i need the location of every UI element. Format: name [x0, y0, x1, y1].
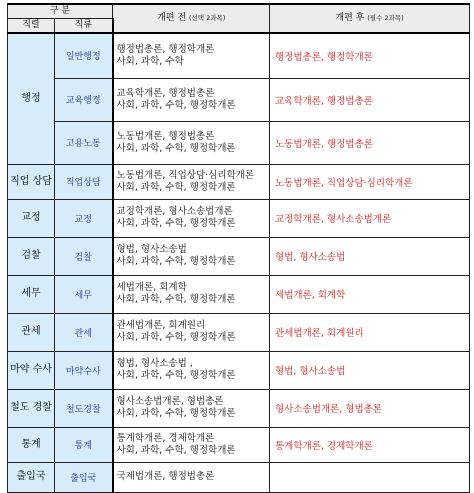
before-subject-line: 통계학개론, 경제학개론 — [116, 432, 215, 444]
kind-cell: 직업상담 — [55, 164, 113, 199]
kind-cell: 통계 — [55, 427, 113, 462]
before-subject-line: 사회, 과학, 수학, 행정학개론 — [116, 256, 236, 267]
exam-subject-table — [7, 3, 470, 493]
kind-cell: 고용노동 — [55, 121, 113, 164]
series-cell: 관세 — [8, 313, 55, 351]
series-cell: 마약 수사 — [8, 351, 55, 389]
before-subjects-cell — [113, 275, 270, 313]
before-subject-line: 관세법개론, 회계원리 — [116, 320, 206, 331]
after-subjects-cell: 교육학개론, 행정법총론 — [270, 78, 470, 121]
kind-cell: 관세 — [55, 313, 113, 351]
kind-cell: 교육행정 — [55, 78, 113, 121]
before-subject-line: 사회, 과학, 수학, 행정학개론 — [116, 181, 236, 193]
table-row — [8, 237, 470, 275]
table-row — [8, 199, 470, 237]
after-subjects-cell: 통계학개론, 경제학개론 — [270, 427, 470, 462]
series-cell: 통계 — [8, 427, 55, 462]
before-subjects-cell — [113, 199, 270, 237]
before-subject-line: 사회, 과학, 수학, 행정학개론 — [116, 142, 236, 154]
after-subjects-cell: 관세법개론, 회계원리 — [270, 313, 470, 351]
series-cell: 직업 상담 — [8, 164, 55, 199]
table-row — [8, 275, 470, 313]
table-row — [8, 427, 470, 462]
table-row — [8, 78, 470, 121]
before-subject-line: 사회, 과학, 수학, 행정학개론 — [116, 444, 236, 456]
before-subject-line: 형사소송법개론, 형법총론 — [116, 396, 224, 407]
table-body — [8, 33, 470, 492]
before-subject-line: 국제법개론, 행정법총론 — [116, 471, 215, 482]
table-row — [8, 389, 470, 427]
before-subjects-cell — [113, 462, 270, 492]
before-subjects-cell — [113, 313, 270, 351]
after-subjects-cell: 노동법개론, 직업상담·심리학개론 — [270, 164, 470, 199]
before-subjects-cell — [113, 121, 270, 164]
before-subjects-cell — [113, 237, 270, 275]
kind-cell: 교정 — [55, 199, 113, 237]
series-cell: 검찰 — [8, 237, 55, 275]
header-after — [270, 4, 470, 33]
before-subject-line: 세법개론, 회계학 — [116, 282, 187, 293]
after-subjects-cell: 노동법개론, 행정법총론 — [270, 121, 470, 164]
table-row — [8, 462, 470, 492]
table-row — [8, 313, 470, 351]
after-subjects-cell: 교정학개론, 형사소송법개론 — [270, 199, 470, 237]
header-after-label: 개편 후 — [335, 13, 365, 23]
before-subject-line: 교정학개론, 형사소송법개론 — [116, 206, 233, 217]
kind-cell: 출입국 — [55, 462, 113, 492]
before-subject-line: 사회, 과학, 수학 — [116, 55, 184, 67]
before-subjects-cell — [113, 427, 270, 462]
series-cell: 교정 — [8, 199, 55, 237]
before-subjects-cell — [113, 78, 270, 121]
kind-cell: 검찰 — [55, 237, 113, 275]
header-before-note: (선택 2과목) — [188, 14, 226, 22]
after-subjects-cell — [270, 462, 470, 492]
before-subject-line: 노동법개론, 행정법총론 — [116, 130, 215, 142]
before-subject-line: 사회, 과학, 수학, 행정학개론 — [116, 99, 236, 111]
before-subjects-cell — [113, 33, 270, 78]
before-subject-line: 노동법개론, 직업상담·심리학개론 — [116, 169, 255, 181]
after-subjects-cell: 형법, 형사소송법 — [270, 237, 470, 275]
table-row — [8, 33, 470, 78]
after-subjects-cell: 세법개론, 회계학 — [270, 275, 470, 313]
header-series: 직렬 — [8, 19, 55, 34]
table-row — [8, 351, 470, 389]
series-cell: 철도 경찰 — [8, 389, 55, 427]
kind-cell: 마약수사 — [55, 351, 113, 389]
before-subject-line: 형법, 형사소송법 — [116, 244, 187, 255]
series-cell: 세무 — [8, 275, 55, 313]
header-after-note: (필수 2과목) — [367, 14, 404, 22]
before-subject-line: 교육학개론, 행정법총론 — [116, 87, 215, 99]
header-kind: 직류 — [55, 19, 113, 34]
before-subject-line: 사회, 과학, 수학, 행정학개론 — [116, 370, 236, 381]
header-before-label: 개편 전 — [157, 13, 187, 23]
after-subjects-cell: 행정법총론, 행정학개론 — [270, 33, 470, 78]
table-row — [8, 121, 470, 164]
before-subject-line: 사회, 과학, 수학, 행정학개론 — [116, 408, 236, 419]
before-subjects-cell — [113, 351, 270, 389]
after-subjects-cell: 형법, 형사소송법 — [270, 351, 470, 389]
kind-cell: 철도경찰 — [55, 389, 113, 427]
before-subjects-cell — [113, 164, 270, 199]
header-category: 구 분 — [8, 4, 113, 19]
kind-cell: 세무 — [55, 275, 113, 313]
before-subject-line: 사회, 과학, 수학, 행정학개론 — [116, 332, 236, 343]
table-row — [8, 164, 470, 199]
kind-cell: 일반행정 — [55, 33, 113, 78]
series-cell: 출입국 — [8, 462, 55, 492]
before-subject-line: 형법, 형사소송법 , — [116, 358, 193, 369]
header-before — [113, 4, 270, 33]
before-subjects-cell — [113, 389, 270, 427]
before-subject-line: 사회, 과학, 수학, 행정학개론 — [116, 218, 236, 229]
before-subject-line: 사회, 과학, 수학, 행정학개론 — [116, 294, 236, 305]
before-subject-line: 행정법총론, 행정학개론 — [116, 43, 215, 55]
after-subjects-cell: 형사소송법개론, 형법총론 — [270, 389, 470, 427]
series-cell: 행정 — [8, 33, 55, 164]
